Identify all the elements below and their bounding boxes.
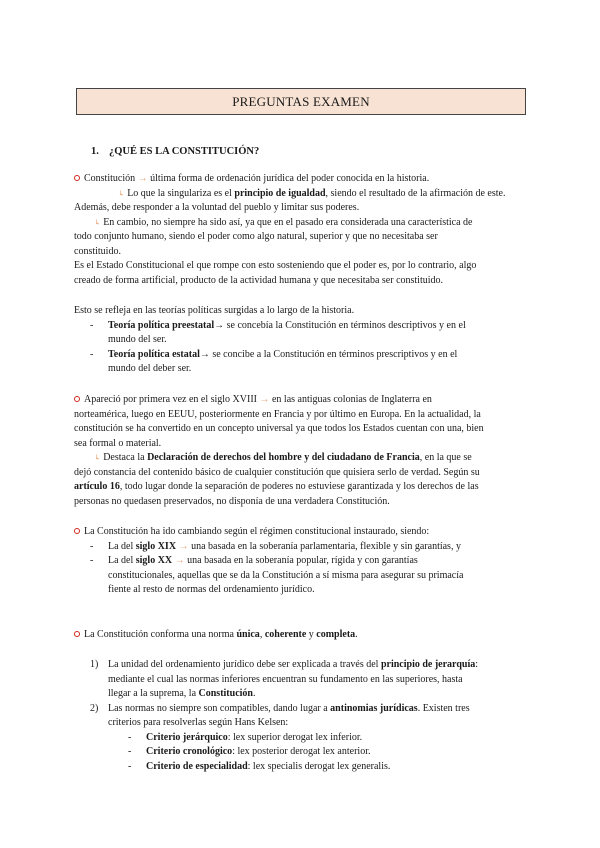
text-line: creado de forma artificial, producto de la actividad humana y que necesitaba ser constituido.: [74, 274, 444, 286]
principles-list: [74, 658, 534, 731]
paragraph-definition: [74, 172, 534, 288]
arrow-icon: →: [259, 394, 270, 405]
list-item: - La del siglo XIX → una basada en la soberanía parlamentaria, flexible y sin garantías, y: [74, 540, 534, 555]
bullet-icon: [74, 175, 80, 181]
text-line: sea formal o material.: [74, 437, 162, 449]
paragraph-principles: [74, 658, 534, 774]
heading-text: ¿QUÉ ES LA CONSTITUCIÓN?: [109, 146, 260, 157]
bullet-icon: [74, 528, 80, 534]
page-title: PREGUNTAS EXAMEN: [76, 88, 526, 115]
list-item: - Criterio jerárquico: lex superior derogat lex inferior.: [74, 731, 534, 746]
corner-arrow-icon: ↳: [94, 453, 101, 462]
origin-line: Apareció por primera vez en el siglo XVIII → en las antiguas colonias de Inglaterra en: [74, 393, 534, 408]
list-item: - Criterio cronológico: lex posterior derogat lex anterior.: [74, 745, 534, 760]
arrow-icon: →: [174, 555, 185, 566]
arrow-icon: →: [137, 173, 148, 184]
text-line: personas no quedasen preservados, no disponía de una verdadera Constitución.: [74, 495, 390, 507]
history-line: ↳ En cambio, no siempre ha sido así, ya que en el pasado era considerada una característica de: [74, 216, 534, 231]
text-line: constitución se ha convertido en un concepto universal ya que todos los Estados cuentan con una, bien: [74, 423, 484, 434]
regimes-list: [74, 540, 534, 598]
text-line: constituido.: [74, 245, 121, 257]
corner-arrow-icon: ↳: [94, 217, 101, 227]
theories-list: [74, 319, 534, 377]
paragraph-theories: [74, 304, 534, 377]
norm-line: La Constitución conforma una norma única, coherente y completa.: [74, 628, 534, 643]
heading-number: 1.: [91, 146, 99, 157]
text-line: todo conjunto humano, siendo el poder como algo natural, superior y que no necesitaba ser: [74, 231, 438, 242]
bullet-icon: [74, 396, 80, 402]
list-item: - Teoría política preestatal→ se concebía la Constitución en términos descriptivos y en el mundo del ser.: [74, 319, 534, 348]
text-line: dejó constancia del contenido básico de cualquier constitución que quisiera serlo de verdad. Según su: [74, 466, 480, 478]
list-item: - La del siglo XX → una basada en la soberanía popular, rígida y con garantías constitucionales, aquellas que se da la Constitución a sí misma para asegurar su primacía fiente al resto de normas del ordenamiento jurídico.: [74, 554, 534, 598]
corner-arrow-icon: ↳: [118, 188, 125, 198]
arrow-icon: →: [178, 540, 189, 552]
article-line: artículo 16, todo lugar donde la separación de poderes no estuviese garantizada y los derechos de las: [74, 481, 479, 492]
list-item: - Teoría política estatal→ se concibe a la Constitución en términos prescriptivos y en el mundo del deber ser.: [74, 348, 534, 377]
bullet-icon: [74, 631, 80, 637]
arrow-icon: →: [199, 348, 210, 360]
equality-line: ↳ Lo que la singulariza es el principio de igualdad, siendo el resultado de la afirmación de este.: [74, 187, 534, 202]
text-line: Es el Estado Constitucional el que rompe con esto sosteniendo que el poder es, por lo contrario, algo: [74, 260, 477, 271]
paragraph-regimes: [74, 525, 534, 598]
regimes-intro: La Constitución ha ido cambiando según el régimen constitucional instaurado, siendo:: [74, 525, 534, 540]
list-item: 2) Las normas no siempre son compatibles, dando lugar a antinomias jurídicas. Existen tres criterios para resolverlas según Hans Kelsen:: [90, 702, 470, 728]
criteria-list: [74, 731, 534, 775]
list-item: - Criterio de especialidad: lex specialis derogat lex generalis.: [74, 760, 534, 775]
section-heading: [91, 145, 259, 160]
paragraph-origin: [74, 393, 534, 509]
arrow-icon: →: [214, 319, 225, 331]
paragraph-norm: [74, 628, 534, 643]
text-line: Además, debe responder a la voluntad del pueblo y limitar sus poderes.: [74, 202, 360, 213]
text-line: Esto se refleja en las teorías políticas surgidas a lo largo de la historia.: [74, 305, 355, 316]
text-line: norteamérica, luego en EEUU, posteriormente en Francia y por último en Europa. En la actualidad, la: [74, 408, 481, 420]
declaration-line: ↳ Destaca la Declaración de derechos del hombre y del ciudadano de Francia, en la que se: [74, 451, 534, 466]
list-item: 1) La unidad del ordenamiento jurídico debe ser explicada a través del principio de jerarquía: mediante el cual las normas inferiores encuentran su fundamento en las superiores, hasta llegar a la suprema, la Constitución.: [90, 659, 478, 699]
definition-line: Constitución → última forma de ordenación jurídica del poder conocida en la historia.: [74, 172, 534, 187]
